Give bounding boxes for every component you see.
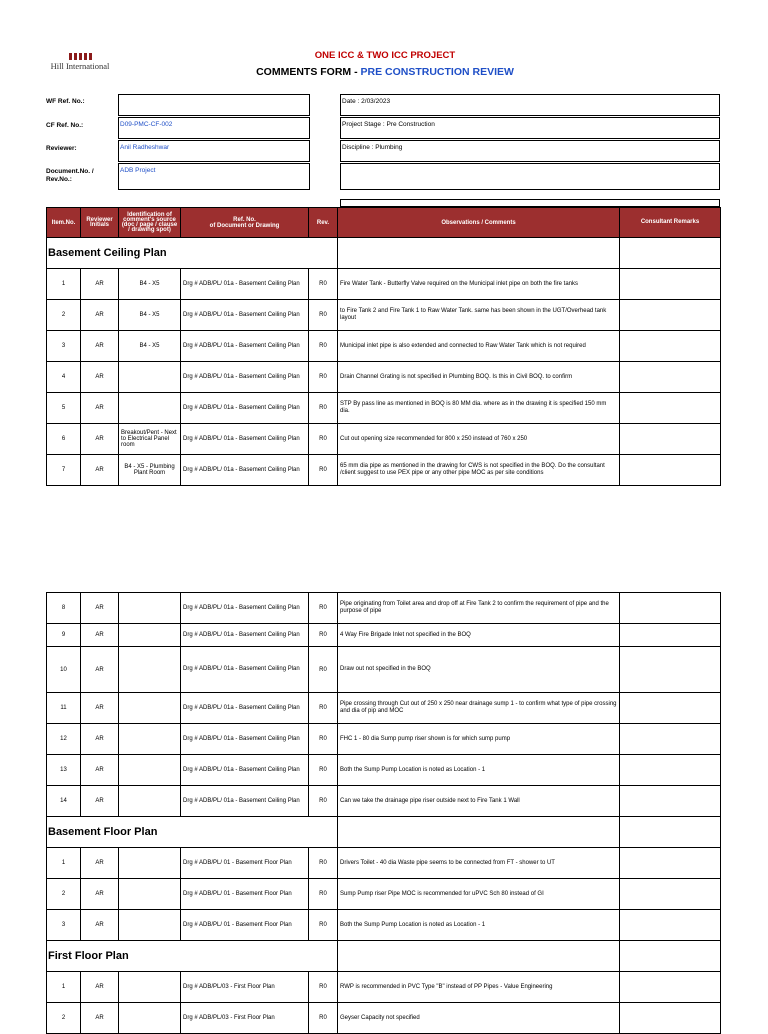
header-rev: Rev. xyxy=(309,208,338,238)
table-row xyxy=(47,624,721,647)
consultant-remarks xyxy=(620,724,721,755)
form-title-prefix: COMMENTS FORM - xyxy=(256,66,361,78)
drawing-reference: Drg # ADB/PL/ 01a - Basement Ceiling Plan xyxy=(181,724,309,755)
drawing-reference: Drg # ADB/PL/ 01a - Basement Ceiling Plan xyxy=(181,393,309,424)
revision: R0 xyxy=(309,300,338,331)
revision: R0 xyxy=(309,972,338,1003)
observation-comment: Drain Channel Grating is not specified in Plumbing BOQ. Is this in Civil BOQ. to confirm xyxy=(338,362,620,393)
table-row xyxy=(47,393,721,424)
section-row-basement-floor xyxy=(47,817,721,848)
item-number: 1 xyxy=(47,848,81,879)
item-number: 5 xyxy=(47,393,81,424)
header-item-no: Item.No. xyxy=(47,208,81,238)
consultant-remarks xyxy=(620,879,721,910)
observation-comment: Sump Pump riser Pipe MOC is recommended for uPVC Sch 80 instead of GI xyxy=(338,879,620,910)
section-title-basement-floor: Basement Floor Plan xyxy=(47,817,338,848)
reviewer-initials: AR xyxy=(81,848,119,879)
drawing-reference: Drg # ADB/PL/ 01a - Basement Ceiling Plan xyxy=(181,269,309,300)
section-cell xyxy=(620,941,721,972)
reviewer-field[interactable]: Anil Radheshwar xyxy=(118,140,310,162)
table-row xyxy=(47,879,721,910)
drawing-reference: Drg # ADB/PL/ 01a - Basement Ceiling Plan xyxy=(181,624,309,647)
comment-source: B4 - X5 xyxy=(119,331,181,362)
document-label: Document.No. / xyxy=(46,168,94,175)
comment-source xyxy=(119,1003,181,1034)
item-number: 3 xyxy=(47,331,81,362)
revision: R0 xyxy=(309,393,338,424)
item-number: 2 xyxy=(47,1003,81,1034)
reviewer-initials: AR xyxy=(81,393,119,424)
revision: R0 xyxy=(309,693,338,724)
comment-source xyxy=(119,972,181,1003)
item-number: 10 xyxy=(47,647,81,693)
observation-comment: to Fire Tank 2 and Fire Tank 1 to Raw Water Tank. same has been shown in the UGT/Overhead tank layout xyxy=(338,300,620,331)
reviewer-label: Reviewer: xyxy=(46,145,77,152)
section-cell xyxy=(338,238,620,269)
reviewer-initials: AR xyxy=(81,647,119,693)
consultant-remarks xyxy=(620,624,721,647)
observation-comment: Both the Sump Pump Location is noted as Location - 1 xyxy=(338,910,620,941)
form-title-suffix: PRE CONSTRUCTION REVIEW xyxy=(360,66,514,78)
revision: R0 xyxy=(309,269,338,300)
drawing-reference: Drg # ADB/PL/03 - First Floor Plan xyxy=(181,1003,309,1034)
section-cell xyxy=(338,817,620,848)
table-row xyxy=(47,269,721,300)
observation-comment: FHC 1 - 80 dia Sump pump riser shown is for which sump pump xyxy=(338,724,620,755)
observation-comment: Pipe crossing through Cut out of 250 x 250 near drainage sump 1 - to confirm what type of pipe crossing and dia of pip and MOC xyxy=(338,693,620,724)
drawing-reference: Drg # ADB/PL/ 01a - Basement Ceiling Plan xyxy=(181,693,309,724)
comment-source: B4 - X5 xyxy=(119,300,181,331)
comment-source xyxy=(119,755,181,786)
table-row xyxy=(47,455,721,486)
section-row-basement-ceiling xyxy=(47,238,721,269)
revision: R0 xyxy=(309,424,338,455)
extra-info-strip xyxy=(340,199,720,207)
comment-source xyxy=(119,879,181,910)
reviewer-initials: AR xyxy=(81,724,119,755)
item-number: 14 xyxy=(47,786,81,817)
observation-comment: RWP is recommended in PVC Type "B" instead of PP Pipes - Value Engineering xyxy=(338,972,620,1003)
section-cell xyxy=(620,238,721,269)
table-row xyxy=(47,300,721,331)
logo-text: Hill International xyxy=(50,61,110,71)
comment-source xyxy=(119,593,181,624)
table-row xyxy=(47,693,721,724)
cf-ref-field[interactable]: D09-PMC-CF-002 xyxy=(118,117,310,139)
revision: R0 xyxy=(309,593,338,624)
observation-comment: Can we take the drainage pipe riser outside next to Fire Tank 1 Wall xyxy=(338,786,620,817)
table-row xyxy=(47,848,721,879)
document-rev-field[interactable]: ADB Project xyxy=(118,163,310,190)
observation-comment: Draw out not specified in the BOQ xyxy=(338,647,620,693)
drawing-reference: Drg # ADB/PL/ 01a - Basement Ceiling Plan xyxy=(181,300,309,331)
wf-ref-label: WF Ref. No.: xyxy=(46,98,85,105)
header-ref-line-2: of Document or Drawing xyxy=(209,222,280,229)
drawing-reference: Drg # ADB/PL/ 01a - Basement Ceiling Plan xyxy=(181,362,309,393)
comment-source xyxy=(119,647,181,693)
extra-info-field[interactable] xyxy=(340,163,720,190)
section-title-first-floor: First Floor Plan xyxy=(47,941,338,972)
consultant-remarks xyxy=(620,300,721,331)
section-title-basement-ceiling: Basement Ceiling Plan xyxy=(47,238,338,269)
comment-source xyxy=(119,393,181,424)
revision: R0 xyxy=(309,331,338,362)
table-row xyxy=(47,755,721,786)
item-number: 11 xyxy=(47,693,81,724)
reviewer-initials: AR xyxy=(81,972,119,1003)
header-ref-line-1: Ref. No. xyxy=(233,216,256,223)
consultant-remarks xyxy=(620,647,721,693)
observation-comment: Both the Sump Pump Location is noted as Location - 1 xyxy=(338,755,620,786)
drawing-reference: Drg # ADB/PL/ 01a - Basement Ceiling Plan xyxy=(181,424,309,455)
consultant-remarks xyxy=(620,910,721,941)
item-number: 4 xyxy=(47,362,81,393)
cf-ref-label: CF Ref. No.: xyxy=(46,122,84,129)
company-logo xyxy=(48,53,112,71)
revision: R0 xyxy=(309,362,338,393)
comments-table-page-2 xyxy=(46,592,721,1034)
consultant-remarks xyxy=(620,972,721,1003)
table-row xyxy=(47,593,721,624)
revision: R0 xyxy=(309,1003,338,1034)
drawing-reference: Drg # ADB/PL/03 - First Floor Plan xyxy=(181,972,309,1003)
revision: R0 xyxy=(309,848,338,879)
table-row xyxy=(47,724,721,755)
comment-source: B4 - X5 - Plumbing Plant Room xyxy=(119,455,181,486)
consultant-remarks xyxy=(620,1003,721,1034)
consultant-remarks xyxy=(620,393,721,424)
section-row-first-floor xyxy=(47,941,721,972)
reviewer-initials: AR xyxy=(81,455,119,486)
date-field[interactable]: Date : 2/03/2023 xyxy=(340,94,720,116)
drawing-reference: Drg # ADB/PL/ 01a - Basement Ceiling Plan xyxy=(181,593,309,624)
table-row xyxy=(47,424,721,455)
observation-comment: Geyser Capacity not specified xyxy=(338,1003,620,1034)
comment-source: B4 - X5 xyxy=(119,269,181,300)
item-number: 13 xyxy=(47,755,81,786)
revision: R0 xyxy=(309,879,338,910)
revision: R0 xyxy=(309,624,338,647)
revision: R0 xyxy=(309,455,338,486)
rev-label: Rev.No.: xyxy=(46,176,72,183)
drawing-reference: Drg # ADB/PL/ 01 - Basement Floor Plan xyxy=(181,879,309,910)
observation-comment: 4 Way Fire Brigade Inlet not specified in the BOQ xyxy=(338,624,620,647)
header-reviewer-initials: Reviewer Initials xyxy=(81,208,119,238)
observation-comment: Fire Water Tank - Butterfly Valve required on the Municipal inlet pipe on both the fire tanks xyxy=(338,269,620,300)
discipline-field[interactable]: Discipline : Plumbing xyxy=(340,140,720,162)
comment-source xyxy=(119,624,181,647)
reviewer-initials: AR xyxy=(81,1003,119,1034)
drawing-reference: Drg # ADB/PL/ 01a - Basement Ceiling Plan xyxy=(181,647,309,693)
revision: R0 xyxy=(309,910,338,941)
consultant-remarks xyxy=(620,424,721,455)
observation-comment: Municipal inlet pipe is also extended and connected to Raw Water Tank which is not required xyxy=(338,331,620,362)
observation-comment: Cut out opening size recommended for 800 x 250 instead of 760 x 250 xyxy=(338,424,620,455)
drawing-reference: Drg # ADB/PL/ 01 - Basement Floor Plan xyxy=(181,910,309,941)
consultant-remarks xyxy=(620,455,721,486)
item-number: 1 xyxy=(47,972,81,1003)
drawing-reference: Drg # ADB/PL/ 01a - Basement Ceiling Plan xyxy=(181,455,309,486)
consultant-remarks xyxy=(620,786,721,817)
comments-table-page-1 xyxy=(46,207,721,486)
reviewer-initials: AR xyxy=(81,755,119,786)
item-number: 9 xyxy=(47,624,81,647)
drawing-reference: Drg # ADB/PL/ 01a - Basement Ceiling Plan xyxy=(181,331,309,362)
consultant-remarks xyxy=(620,362,721,393)
comment-source xyxy=(119,362,181,393)
reviewer-initials: AR xyxy=(81,910,119,941)
header-observations: Observations / Comments xyxy=(338,208,620,238)
consultant-remarks xyxy=(620,269,721,300)
observation-comment: Drivers Toilet - 40 dia Waste pipe seems to be connected from FT - shower to UT xyxy=(338,848,620,879)
item-number: 3 xyxy=(47,910,81,941)
item-number: 2 xyxy=(47,300,81,331)
revision: R0 xyxy=(309,647,338,693)
project-title: ONE ICC & TWO ICC PROJECT xyxy=(314,50,456,61)
reviewer-initials: AR xyxy=(81,593,119,624)
table-row xyxy=(47,910,721,941)
header-identification: Identification of comment's source (doc / page / clause / drawing spot) xyxy=(119,208,181,238)
header-ref-no xyxy=(181,208,309,238)
reviewer-initials: AR xyxy=(81,300,119,331)
item-number: 2 xyxy=(47,879,81,910)
reviewer-initials: AR xyxy=(81,879,119,910)
comment-source xyxy=(119,786,181,817)
item-number: 1 xyxy=(47,269,81,300)
reviewer-initials: AR xyxy=(81,693,119,724)
reviewer-initials: AR xyxy=(81,424,119,455)
observation-comment: STP By pass line as mentioned in BOQ is 80 MM dia. where as in the drawing it is specified 150 mm dia. xyxy=(338,393,620,424)
table-row xyxy=(47,1003,721,1034)
reviewer-initials: AR xyxy=(81,331,119,362)
drawing-reference: Drg # ADB/PL/ 01 - Basement Floor Plan xyxy=(181,848,309,879)
table-row xyxy=(47,647,721,693)
observation-comment: Pipe originating from Toilet area and drop off at Fire Tank 2 to confirm the requirement of pipe and the purpose of pipe xyxy=(338,593,620,624)
item-number: 12 xyxy=(47,724,81,755)
consultant-remarks xyxy=(620,848,721,879)
wf-ref-field[interactable] xyxy=(118,94,310,116)
table-row xyxy=(47,786,721,817)
revision: R0 xyxy=(309,786,338,817)
table-row xyxy=(47,331,721,362)
consultant-remarks xyxy=(620,331,721,362)
observation-comment: 65 mm dia pipe as mentioned in the drawing for CWS is not specified in the BOQ. Do the consultant /client suggest to use PEX pipe or any other pipe MOC as per site conditions xyxy=(338,455,620,486)
header-consultant-remarks: Consultant Remarks xyxy=(620,208,721,238)
logo-mark-icon xyxy=(48,53,112,60)
drawing-reference: Drg # ADB/PL/ 01a - Basement Ceiling Plan xyxy=(181,786,309,817)
consultant-remarks xyxy=(620,755,721,786)
reviewer-initials: AR xyxy=(81,624,119,647)
table-row xyxy=(47,972,721,1003)
comment-source xyxy=(119,724,181,755)
comment-source xyxy=(119,693,181,724)
reviewer-initials: AR xyxy=(81,786,119,817)
project-stage-field[interactable]: Project Stage : Pre Construction xyxy=(340,117,720,139)
item-number: 6 xyxy=(47,424,81,455)
section-cell xyxy=(620,817,721,848)
revision: R0 xyxy=(309,724,338,755)
table-row xyxy=(47,362,721,393)
document-rev-label xyxy=(46,168,94,184)
consultant-remarks xyxy=(620,693,721,724)
comment-source: Breakout/Pent - Next to Electrical Panel room xyxy=(119,424,181,455)
comment-source xyxy=(119,910,181,941)
form-title xyxy=(240,66,530,78)
revision: R0 xyxy=(309,755,338,786)
reviewer-initials: AR xyxy=(81,269,119,300)
consultant-remarks xyxy=(620,593,721,624)
reviewer-initials: AR xyxy=(81,362,119,393)
table-header-row xyxy=(47,208,721,238)
section-cell xyxy=(338,941,620,972)
drawing-reference: Drg # ADB/PL/ 01a - Basement Ceiling Plan xyxy=(181,755,309,786)
item-number: 8 xyxy=(47,593,81,624)
item-number: 7 xyxy=(47,455,81,486)
comment-source xyxy=(119,848,181,879)
